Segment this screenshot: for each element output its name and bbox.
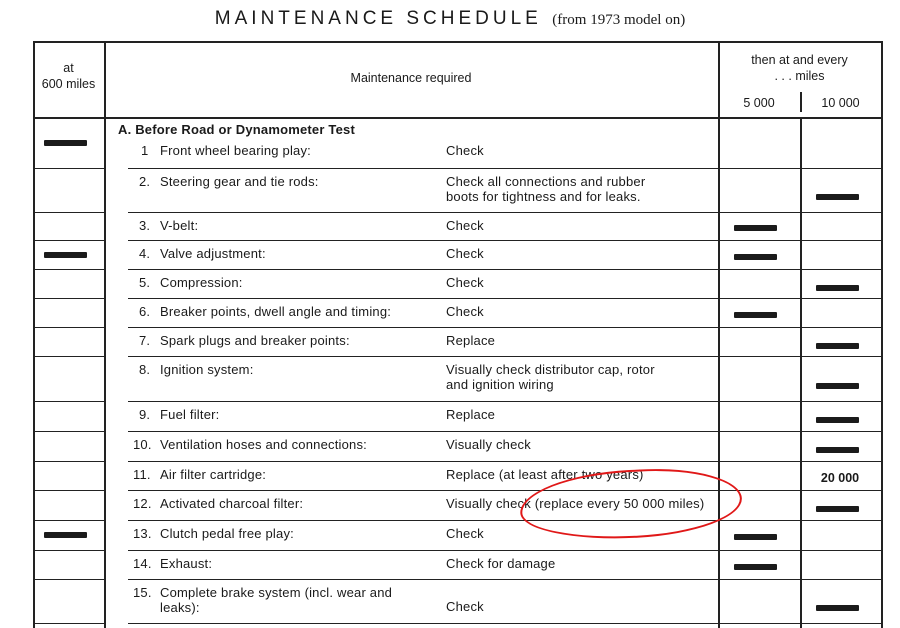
row-action: Replace (446, 407, 496, 422)
row-divider (128, 240, 718, 241)
row-number: 4. (139, 246, 151, 261)
row-divider (33, 168, 104, 169)
row-action: Replace (at least after two years) (446, 467, 644, 482)
row-divider (33, 623, 104, 624)
mark-every-5000 (734, 312, 777, 318)
column-divider (718, 41, 720, 628)
row-divider (718, 240, 881, 241)
row-divider (33, 240, 104, 241)
row-divider (718, 168, 881, 169)
row-divider (33, 579, 104, 580)
row-divider (718, 550, 881, 551)
row-number: 15. (133, 585, 152, 600)
row-number: 7. (139, 333, 151, 348)
mark-every-5000 (734, 254, 777, 260)
row-divider (718, 327, 881, 328)
row-divider (128, 623, 718, 624)
row-action: Check (446, 218, 484, 233)
row-item: Exhaust: (160, 556, 213, 571)
row-divider (718, 490, 881, 491)
row-action: Visually check (446, 437, 531, 452)
row-item: Valve adjustment: (160, 246, 266, 261)
column-divider (33, 41, 35, 628)
document-title: MAINTENANCE SCHEDULE (214, 8, 542, 29)
row-action: Check (446, 275, 484, 290)
mark-every-10000 (816, 343, 859, 349)
mark-every-10000 (816, 506, 859, 512)
row-divider (33, 550, 104, 551)
row-divider (33, 431, 104, 432)
row-action: Visually check distributor cap, rotor and ignition wiring (446, 362, 655, 392)
row-action: Check for damage (446, 556, 556, 571)
row-number: 11. (133, 467, 151, 482)
row-action: Check (446, 246, 484, 261)
row-divider (33, 520, 104, 521)
row-divider (718, 298, 881, 299)
row-divider (128, 327, 718, 328)
header-then-every: then at and every . . . miles (751, 53, 848, 83)
row-divider (33, 298, 104, 299)
row-divider (128, 356, 718, 357)
mark-every-5000 (734, 225, 777, 231)
row-number: 9. (139, 407, 151, 422)
row-number: 5. (139, 275, 151, 290)
mark-every-10000 (816, 194, 859, 200)
row-item: Compression: (160, 275, 243, 290)
row-divider (718, 212, 881, 213)
row-action: Check (446, 143, 484, 158)
row-number: 10. (133, 437, 152, 452)
header-maintenance-required: Maintenance required (350, 71, 472, 85)
mark-at-600 (44, 532, 87, 538)
row-divider (33, 401, 104, 402)
row-action: Visually check (replace every 50 000 miles) (446, 496, 705, 511)
header-bottom-border (33, 117, 881, 119)
row-item: Complete brake system (incl. wear and leaks): (160, 585, 393, 615)
row-divider (128, 298, 718, 299)
column-divider (104, 41, 106, 628)
row-item: Ignition system: (160, 362, 254, 377)
row-number: 1 (141, 143, 149, 158)
row-divider (128, 461, 718, 462)
mark-every-5000 (734, 534, 777, 540)
row-number: 14. (133, 556, 152, 571)
header-at-600-miles: at 600 miles (41, 61, 96, 91)
row-divider (718, 431, 881, 432)
mark-every-10000 (816, 605, 859, 611)
row-divider (33, 356, 104, 357)
row-divider (128, 431, 718, 432)
row-item: Fuel filter: (160, 407, 220, 422)
row-item: Clutch pedal free play: (160, 526, 294, 541)
row-action: Check (446, 526, 484, 541)
row-action: Check (446, 304, 484, 319)
row-divider (128, 579, 718, 580)
row-divider (33, 461, 104, 462)
mark-every-10000 (816, 417, 859, 423)
row-action: Replace (446, 333, 496, 348)
row-action: Check (446, 599, 484, 614)
table-top-border (33, 41, 881, 43)
section-heading: A. Before Road or Dynamometer Test (118, 122, 355, 137)
row-item: Front wheel bearing play: (160, 143, 311, 158)
row-divider (33, 212, 104, 213)
row-item: Spark plugs and breaker points: (160, 333, 350, 348)
mark-every-10000 (816, 285, 859, 291)
row-divider (128, 550, 718, 551)
row-divider (33, 490, 104, 491)
row-divider (718, 520, 881, 521)
row-item: Steering gear and tie rods: (160, 174, 319, 189)
mark-every-10000 (816, 447, 859, 453)
row-action: Check all connections and rubber boots for tightness and for leaks. (446, 174, 646, 204)
document-title-line (0, 8, 900, 30)
row-divider (128, 269, 718, 270)
row-number: 3. (139, 218, 151, 233)
document-subtitle: (from 1973 model on) (552, 12, 686, 28)
row-divider (718, 356, 881, 357)
row-divider (718, 579, 881, 580)
row-divider (128, 401, 718, 402)
header-col-10000: 10 000 (821, 96, 860, 110)
row-divider (718, 623, 881, 624)
row-item: V-belt: (160, 218, 199, 233)
mark-every-10000 (816, 383, 859, 389)
row-divider (128, 168, 718, 169)
row-number: 8. (139, 362, 151, 377)
column-divider (881, 41, 883, 628)
row-number: 13. (133, 526, 152, 541)
row-item: Activated charcoal filter: (160, 496, 304, 511)
row-item: Breaker points, dwell angle and timing: (160, 304, 392, 319)
row-divider (718, 401, 881, 402)
mark-at-600 (44, 252, 87, 258)
mark-every-5000 (734, 564, 777, 570)
row-number: 2. (139, 174, 151, 189)
mark-at-600 (44, 140, 87, 146)
header-col-5000: 5 000 (743, 96, 775, 110)
row-number: 12. (133, 496, 152, 511)
row-divider (128, 212, 718, 213)
row-divider (33, 327, 104, 328)
row-divider (33, 269, 104, 270)
row-item: Air filter cartridge: (160, 467, 267, 482)
value-every-10000: 20 000 (820, 471, 860, 485)
row-item: Ventilation hoses and connections: (160, 437, 367, 452)
row-divider (718, 461, 881, 462)
row-number: 6. (139, 304, 151, 319)
column-divider (800, 117, 802, 628)
row-divider (718, 269, 881, 270)
